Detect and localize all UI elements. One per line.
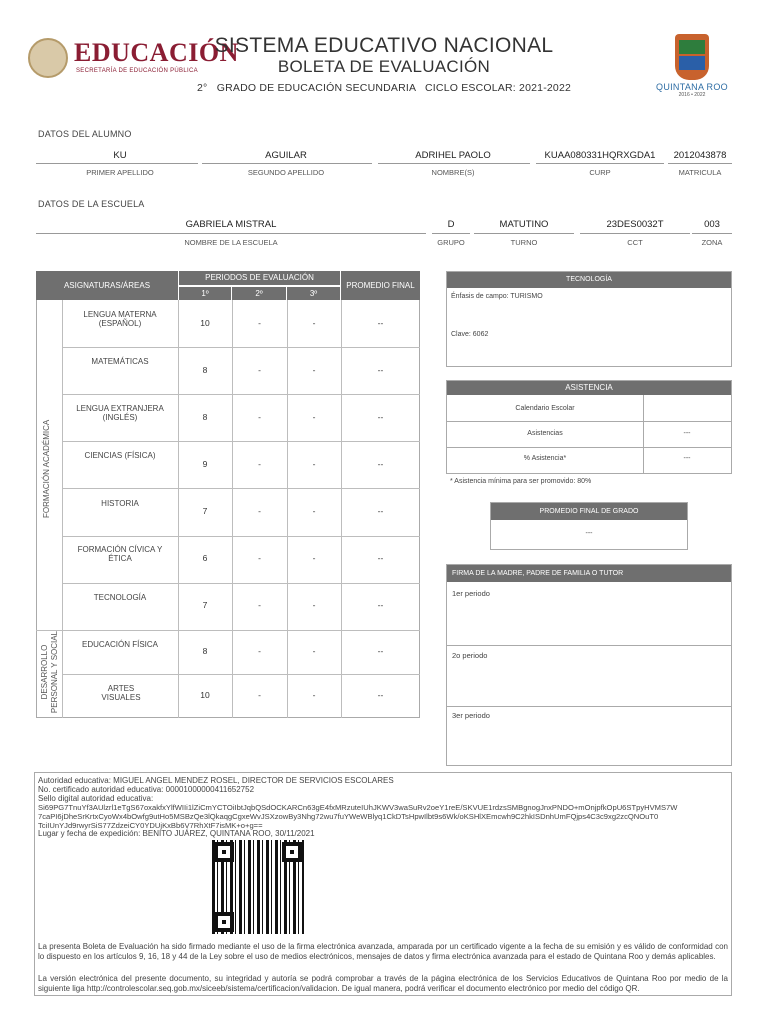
signature-period-1: 1er periodo [452, 589, 490, 598]
student-first-names: ADRIHEL PAOLO [415, 150, 491, 161]
technology-title: TECNOLOGÍA [447, 272, 731, 288]
attendance-label: % Asistencia* [523, 455, 567, 462]
footer-seal-label: Sello digital autoridad educativa: [38, 794, 154, 803]
caption-group: GRUPO [437, 238, 465, 247]
school-shift: MATUTINO [499, 219, 549, 230]
grade-p3: - [312, 506, 316, 516]
underline [668, 163, 732, 164]
grid-line [62, 583, 420, 584]
grade-final: -- [377, 365, 384, 375]
underline [378, 163, 530, 164]
quintana-roo-logo [656, 34, 728, 98]
grade-p2: - [258, 459, 261, 469]
qr-finder [214, 912, 234, 932]
grade-final: -- [377, 459, 384, 469]
grade-final: -- [377, 553, 384, 563]
grade-p3: - [312, 459, 316, 469]
subject-name: EDUCACIÓN FÍSICA [81, 640, 158, 649]
document-title: SISTEMA EDUCATIVO NACIONAL [214, 34, 554, 57]
final-average-title: PROMEDIO FINAL DE GRADO [491, 503, 687, 520]
grade-p3: - [312, 690, 316, 700]
grade-p1: 10 [200, 318, 210, 328]
group-label-personal: DESARROLLO PERSONAL Y SOCIAL [40, 630, 59, 714]
sep-logo-title: EDUCACIÓN [74, 38, 239, 67]
header-subjects: ASIGNATURAS/ÁREAS [36, 271, 178, 300]
footer-seal-line: Si69PG7TnuYf3AUlzrl1eTgS67oxakfxYlfWIIi1lZiCmYCTOiIbtJqbQSdOCKARCn63gE4fxMRzuteIUhJKWV3waSuRv2oeY1reE/SKVUE1rdzsSMBgnogJnxPNDO+mOnjpfkOpU6STpyHVMS7W [38, 803, 678, 812]
grid-line [62, 536, 420, 537]
grade-final: -- [377, 412, 384, 422]
footer-seal-line: TciIUnYJd9rwyrSiS77ZdzeiCY0YDUjKxBb6V7RhXtF7isMK+o+g== [38, 821, 263, 830]
caption-curp: CURP [589, 168, 611, 177]
grade-final: -- [377, 506, 384, 516]
underline [580, 233, 690, 234]
student-section-label: DATOS DEL ALUMNO [38, 129, 132, 139]
grid-line [62, 394, 420, 395]
grid-line [62, 300, 63, 718]
student-matricula: 2012043878 [673, 150, 727, 161]
grade-p3: - [312, 365, 316, 375]
attendance-note: * Asistencia mínima para ser promovido: 80% [450, 478, 592, 485]
header-periods: PERIODOS DE EVALUACIÓN [178, 271, 341, 285]
header-period-2: 2º [232, 286, 287, 300]
final-average-box [490, 502, 688, 550]
student-last-name-2: AGUILAR [265, 150, 307, 161]
school-group: D [447, 219, 455, 230]
caption-matricula: MATRICULA [678, 168, 722, 177]
grade-p2: - [258, 365, 261, 375]
footer-authority: Autoridad educativa: MIGUEL ANGEL MENDEZ ROSEL, DIRECTOR DE SERVICIOS ESCOLARES [38, 776, 394, 785]
underline [36, 233, 426, 234]
grade-p2: - [258, 506, 261, 516]
attendance-label: Calendario Escolar [515, 405, 575, 412]
grid-line [36, 630, 420, 631]
document-subtitle: BOLETA DE EVALUACIÓN [277, 57, 491, 76]
signature-period-3: 3er periodo [452, 711, 490, 720]
underline [202, 163, 372, 164]
grid-line [62, 441, 420, 442]
qr-code-icon [212, 840, 304, 934]
signatures-box [446, 564, 732, 766]
underline [692, 233, 732, 234]
grid-line [447, 447, 731, 448]
grade-p1: 8 [202, 365, 208, 375]
student-curp: KUAA080331HQRXGDA1 [544, 150, 656, 161]
underline [36, 163, 198, 164]
footer-cert-number: No. certificado autoridad educativa: 00001000000411652752 [38, 785, 255, 794]
grade-p1: 7 [202, 600, 208, 610]
grade-p2: - [258, 646, 261, 656]
school-zone: 003 [704, 219, 720, 230]
signatures-title: FIRMA DE LA MADRE, PADRE DE FAMILIA O TUTOR [447, 565, 731, 582]
grade-p3: - [312, 646, 316, 656]
grade-final: -- [377, 600, 384, 610]
caption-zone: ZONA [701, 238, 723, 247]
footer-seal-line: 7caPI6jDheSrKrtxCyoWx4bOwfg9utHo5MSBzQe3lQkaqgCgxeWvJSXzowBy3Nhg72wu7fuYWeWBlyq1CkDTsHpwIlbt9s6Wk/oKSHlXEmcwh9C2hkISDnhUmFQjps4C3c9xg2zcQNOuT0 [38, 812, 659, 821]
attendance-label: Asistencias [527, 430, 563, 437]
grade-p1: 10 [200, 690, 210, 700]
technology-field: Énfasis de campo: TURISMO [451, 293, 543, 300]
grid-line [62, 488, 420, 489]
grade-final: -- [377, 690, 384, 700]
subject-name: LENGUA MATERNA (ESPAÑOL) [83, 310, 157, 328]
attendance-title: ASISTENCIA [447, 381, 731, 395]
caption-second-surname: SEGUNDO APELLIDO [247, 168, 325, 177]
subject-name: MATEMÁTICAS [91, 357, 149, 366]
grade-cycle-line: 2° GRADO DE EDUCACIÓN SECUNDARIA CICLO ESCOLAR: 2021-2022 [196, 82, 572, 94]
grade-p2: - [258, 318, 261, 328]
subject-name: CIENCIAS (FÍSICA) [84, 451, 156, 460]
footer-place-date: Lugar y fecha de expedición: BENITO JUÁREZ, QUINTANA ROO, 30/11/2021 [38, 829, 315, 838]
school-name: GABRIELA MISTRAL [185, 219, 277, 230]
underline [536, 163, 664, 164]
grade-p3: - [312, 318, 316, 328]
attendance-box [446, 380, 732, 474]
underline [474, 233, 574, 234]
grid-line [62, 674, 420, 675]
group-label-academic: FORMACIÓN ACADÉMICA [42, 419, 51, 518]
caption-shift: TURNO [510, 238, 538, 247]
state-name: QUINTANA ROO [656, 82, 728, 92]
grade-p2: - [258, 690, 261, 700]
qr-finder [282, 842, 302, 862]
grid-line [447, 421, 731, 422]
sep-logo-subtitle: SECRETARÍA DE EDUCACIÓN PÚBLICA [76, 68, 198, 74]
caption-first-surname: PRIMER APELLIDO [86, 168, 154, 177]
grade-p1: 8 [202, 412, 208, 422]
grade-p2: - [258, 412, 261, 422]
grid-line [447, 706, 731, 707]
grade-p3: - [312, 600, 316, 610]
subject-name: HISTORIA [101, 499, 139, 508]
grade-p3: - [312, 553, 316, 563]
grid-line [62, 347, 420, 348]
header-period-3: 3º [287, 286, 341, 300]
technology-box [446, 271, 732, 367]
grid-line [447, 645, 731, 646]
header-final-average: PROMEDIO FINAL [341, 271, 420, 300]
caption-names: NOMBRE(S) [431, 168, 475, 177]
qr-finder [214, 842, 234, 862]
caption-school-name: NOMBRE DE LA ESCUELA [184, 238, 278, 247]
subject-name: ARTES VISUALES [101, 684, 141, 702]
state-years: 2016 • 2022 [678, 92, 706, 98]
final-average-value: --- [585, 530, 593, 537]
student-last-name-1: KU [113, 150, 127, 161]
signature-period-2: 2o periodo [452, 651, 488, 660]
grade-final: -- [377, 318, 384, 328]
grade-p2: - [258, 600, 261, 610]
grade-final: -- [377, 646, 384, 656]
attendance-value: --- [683, 430, 691, 437]
grade-p1: 7 [202, 506, 208, 516]
grade-p1: 9 [202, 459, 208, 469]
underline [432, 233, 470, 234]
grade-p3: - [312, 412, 316, 422]
grade-p2: - [258, 553, 261, 563]
footer-legal-2: La versión electrónica del presente documento, su integridad y autoría se podrá comprobar a través de la página electrónica de los Servicios Educativos de Quintana Roo por medio de la siguiente liga http://controlescolar.seq.gob.mx/siceeb/sistema/certificacion/validacion. De igual manera, podrá verificar el documento electrónico por medio del código QR. [38, 974, 728, 993]
school-section-label: DATOS DE LA ESCUELA [38, 199, 145, 209]
attendance-value: --- [683, 455, 691, 462]
header-period-1: 1º [178, 286, 232, 300]
technology-key: Clave: 6062 [451, 331, 489, 338]
state-shield-icon [675, 34, 709, 80]
subject-name: TECNOLOGÍA [93, 593, 147, 602]
school-cct: 23DES0032T [606, 219, 664, 230]
caption-cct: CCT [627, 238, 643, 247]
footer-legal-1: La presenta Boleta de Evaluación ha sido firmado mediante el uso de la firma electrónica avanzada, amparada por un certificado vigente a la fecha de su emisión y es válido de conformidad con lo dispuesto en los artículos 9, 16, 18 y 44 de la Ley sobre el uso de medios electrónicos, mensajes de datos y firma electrónica avanzada para el estado de Quintana Roo y demás aplicables. [38, 942, 728, 961]
grade-p1: 6 [202, 553, 208, 563]
grade-p1: 8 [202, 646, 208, 656]
subject-name: LENGUA EXTRANJERA (INGLÉS) [76, 404, 164, 422]
subject-name: FORMACIÓN CÍVICA Y ÉTICA [77, 545, 163, 563]
